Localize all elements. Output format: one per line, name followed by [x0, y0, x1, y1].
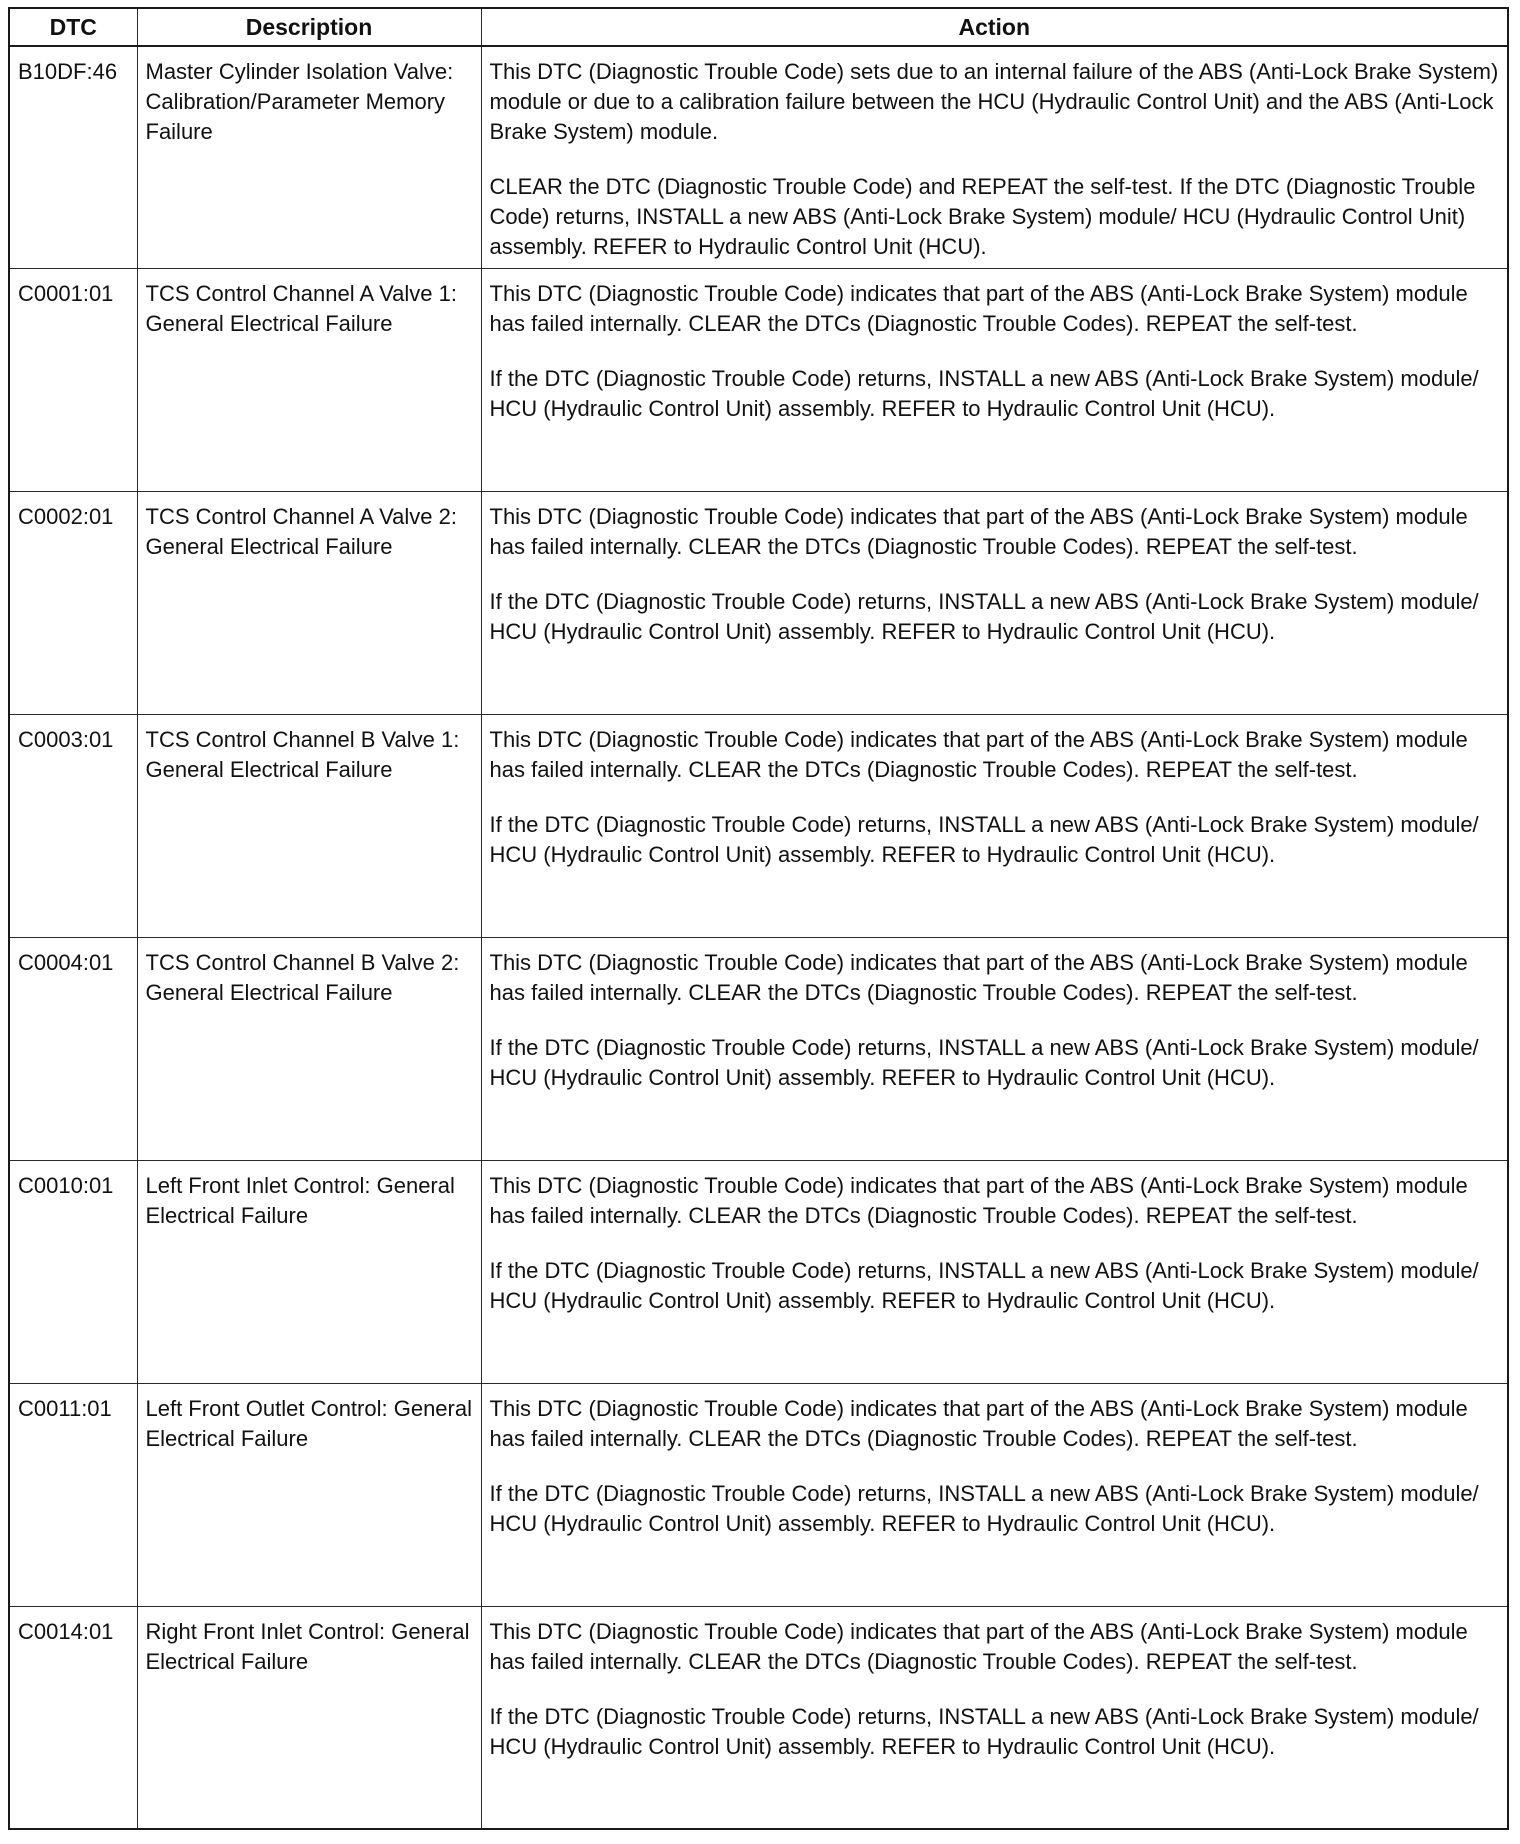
table-row [9, 1383, 1508, 1606]
action-paragraph: This DTC (Diagnostic Trouble Code) indicates that part of the ABS (Anti-Lock Brake System) module has failed internally. CLEAR the DTCs (Diagnostic Trouble Codes). REPEAT the self-test. [489, 1395, 1468, 1451]
action-paragraph: If the DTC (Diagnostic Trouble Code) returns, INSTALL a new ABS (Anti-Lock Brake System) module/ HCU (Hydraulic Control Unit) assembly. REFER to Hydraulic Control Unit (HCU). [489, 365, 1479, 421]
dtc-description: TCS Control Channel B Valve 1: General Electrical Failure [137, 714, 481, 937]
dtc-action [481, 46, 1508, 268]
action-paragraph: This DTC (Diagnostic Trouble Code) indicates that part of the ABS (Anti-Lock Brake System) module has failed internally. CLEAR the DTCs (Diagnostic Trouble Codes). REPEAT the self-test. [489, 949, 1468, 1005]
dtc-code: B10DF:46 [9, 46, 137, 268]
dtc-action [481, 491, 1508, 714]
table-body [9, 46, 1508, 1829]
table-row [9, 937, 1508, 1160]
action-paragraph: If the DTC (Diagnostic Trouble Code) returns, INSTALL a new ABS (Anti-Lock Brake System) module/ HCU (Hydraulic Control Unit) assembly. REFER to Hydraulic Control Unit (HCU). [489, 588, 1479, 644]
dtc-description: TCS Control Channel A Valve 2: General Electrical Failure [137, 491, 481, 714]
table-row [9, 268, 1508, 491]
dtc-code: C0014:01 [9, 1606, 137, 1829]
action-paragraph: This DTC (Diagnostic Trouble Code) indicates that part of the ABS (Anti-Lock Brake System) module has failed internally. CLEAR the DTCs (Diagnostic Trouble Codes). REPEAT the self-test. [489, 726, 1468, 782]
dtc-code: C0002:01 [9, 491, 137, 714]
dtc-description: Left Front Outlet Control: General Electrical Failure [137, 1383, 481, 1606]
action-paragraph: If the DTC (Diagnostic Trouble Code) returns, INSTALL a new ABS (Anti-Lock Brake System) module/ HCU (Hydraulic Control Unit) assembly. REFER to Hydraulic Control Unit (HCU). [489, 1480, 1479, 1536]
action-paragraph: This DTC (Diagnostic Trouble Code) indicates that part of the ABS (Anti-Lock Brake System) module has failed internally. CLEAR the DTCs (Diagnostic Trouble Codes). REPEAT the self-test. [489, 1618, 1468, 1674]
action-paragraph: If the DTC (Diagnostic Trouble Code) returns, INSTALL a new ABS (Anti-Lock Brake System) module/ HCU (Hydraulic Control Unit) assembly. REFER to Hydraulic Control Unit (HCU). [489, 811, 1479, 867]
dtc-code: C0003:01 [9, 714, 137, 937]
dtc-action [481, 714, 1508, 937]
dtc-action [481, 1606, 1508, 1829]
dtc-code: C0010:01 [9, 1160, 137, 1383]
action-paragraph: This DTC (Diagnostic Trouble Code) sets due to an internal failure of the ABS (Anti-Lock Brake System) module or due to a calibration failure between the HCU (Hydraulic Control Unit) and the ABS (Anti-Lock Brake System) module. [489, 59, 1499, 144]
action-paragraph: CLEAR the DTC (Diagnostic Trouble Code) and REPEAT the self-test. If the DTC (Diagnostic Trouble Code) returns, INSTALL a new ABS (Anti-Lock Brake System) module/ HCU (Hydraulic Control Unit) assembly. REFER to Hydraulic Control Unit (HCU). [489, 174, 1476, 259]
action-paragraph: If the DTC (Diagnostic Trouble Code) returns, INSTALL a new ABS (Anti-Lock Brake System) module/ HCU (Hydraulic Control Unit) assembly. REFER to Hydraulic Control Unit (HCU). [489, 1034, 1479, 1090]
action-paragraph: This DTC (Diagnostic Trouble Code) indicates that part of the ABS (Anti-Lock Brake System) module has failed internally. CLEAR the DTCs (Diagnostic Trouble Codes). REPEAT the self-test. [489, 503, 1468, 559]
header-dtc: DTC [9, 8, 137, 46]
action-paragraph: If the DTC (Diagnostic Trouble Code) returns, INSTALL a new ABS (Anti-Lock Brake System) module/ HCU (Hydraulic Control Unit) assembly. REFER to Hydraulic Control Unit (HCU). [489, 1703, 1479, 1759]
dtc-action [481, 1383, 1508, 1606]
dtc-code: C0011:01 [9, 1383, 137, 1606]
table-row [9, 1606, 1508, 1829]
dtc-action [481, 268, 1508, 491]
table-row [9, 1160, 1508, 1383]
dtc-description: TCS Control Channel A Valve 1: General Electrical Failure [137, 268, 481, 491]
dtc-description: TCS Control Channel B Valve 2: General Electrical Failure [137, 937, 481, 1160]
dtc-action [481, 1160, 1508, 1383]
header-action: Action [481, 8, 1508, 46]
dtc-code: C0004:01 [9, 937, 137, 1160]
action-paragraph: If the DTC (Diagnostic Trouble Code) returns, INSTALL a new ABS (Anti-Lock Brake System) module/ HCU (Hydraulic Control Unit) assembly. REFER to Hydraulic Control Unit (HCU). [489, 1257, 1479, 1313]
table-row [9, 491, 1508, 714]
action-paragraph: This DTC (Diagnostic Trouble Code) indicates that part of the ABS (Anti-Lock Brake System) module has failed internally. CLEAR the DTCs (Diagnostic Trouble Codes). REPEAT the self-test. [489, 1172, 1468, 1228]
action-paragraph: This DTC (Diagnostic Trouble Code) indicates that part of the ABS (Anti-Lock Brake System) module has failed internally. CLEAR the DTCs (Diagnostic Trouble Codes). REPEAT the self-test. [489, 280, 1468, 336]
dtc-table [8, 7, 1509, 1830]
table-row [9, 46, 1508, 268]
table-row [9, 714, 1508, 937]
dtc-description: Right Front Inlet Control: General Electrical Failure [137, 1606, 481, 1829]
header-row [9, 8, 1508, 46]
dtc-description: Master Cylinder Isolation Valve: Calibration/Parameter Memory Failure [137, 46, 481, 268]
dtc-code: C0001:01 [9, 268, 137, 491]
table-header [9, 8, 1508, 46]
dtc-description: Left Front Inlet Control: General Electrical Failure [137, 1160, 481, 1383]
header-description: Description [137, 8, 481, 46]
dtc-action [481, 937, 1508, 1160]
